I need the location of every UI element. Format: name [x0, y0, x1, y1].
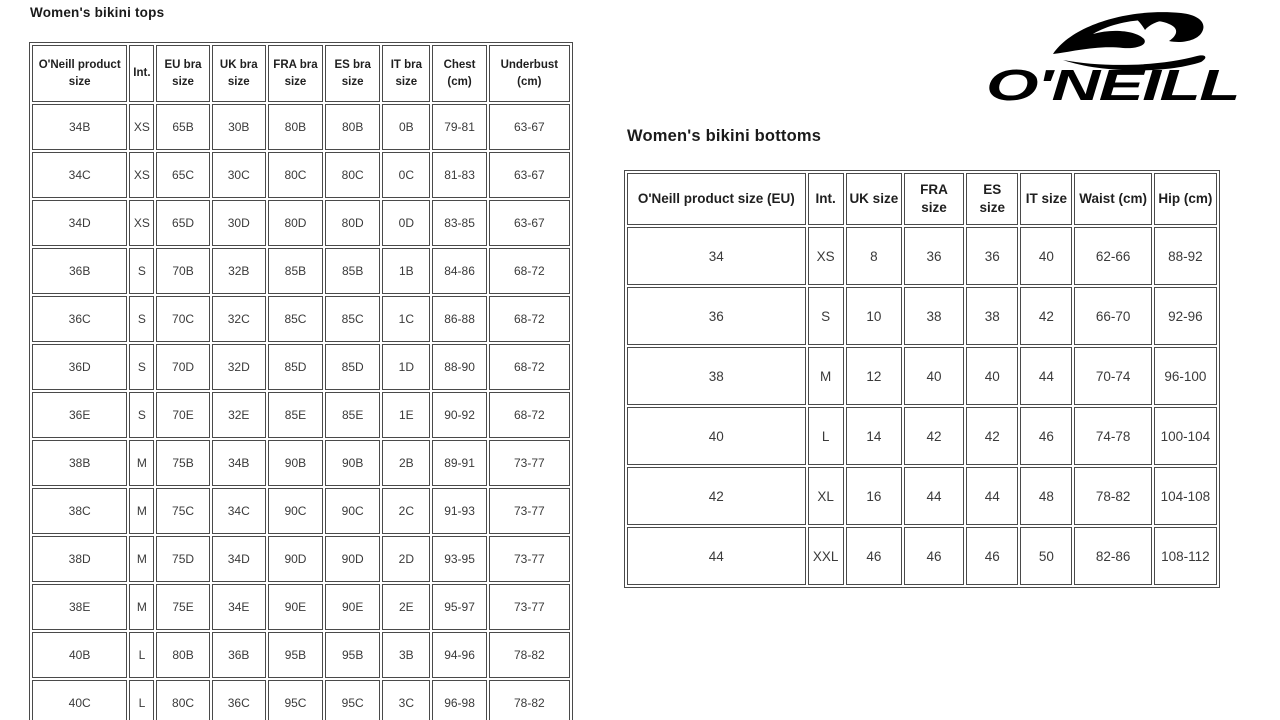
size-cell: 92-96	[1154, 287, 1217, 345]
size-cell: 94-96	[432, 632, 486, 678]
header-row	[627, 173, 1217, 225]
size-cell: 74-78	[1074, 407, 1151, 465]
table-row	[32, 632, 570, 678]
size-cell: 38D	[32, 536, 127, 582]
size-cell: 75D	[156, 536, 209, 582]
size-cell: S	[129, 392, 154, 438]
size-cell: 90B	[325, 440, 380, 486]
column-header-cell: Hip (cm)	[1154, 173, 1217, 225]
size-cell: 34B	[212, 440, 266, 486]
size-cell: 95C	[325, 680, 380, 720]
table-row	[32, 344, 570, 390]
size-cell: 63-67	[489, 104, 570, 150]
tops-table-body	[32, 104, 570, 720]
size-cell: 38	[966, 287, 1018, 345]
size-cell: 44	[627, 527, 806, 585]
size-cell: 85C	[268, 296, 323, 342]
size-cell: M	[808, 347, 844, 405]
oneill-logo-text: O'NEILL	[986, 61, 1239, 104]
size-cell: 42	[627, 467, 806, 525]
size-cell: 78-82	[489, 632, 570, 678]
size-cell: XS	[129, 104, 154, 150]
bottoms-table-header	[627, 173, 1217, 225]
size-cell: 80C	[268, 152, 323, 198]
bikini-bottoms-table	[624, 170, 1220, 588]
size-cell: 46	[1020, 407, 1072, 465]
size-cell: 30D	[212, 200, 266, 246]
size-cell: 8	[846, 227, 902, 285]
size-cell: 90D	[325, 536, 380, 582]
size-cell: 75B	[156, 440, 209, 486]
size-cell: 34D	[212, 536, 266, 582]
size-cell: 14	[846, 407, 902, 465]
column-header-cell: O'Neill product size (EU)	[627, 173, 806, 225]
table-row	[32, 584, 570, 630]
bikini-tops-table	[29, 42, 573, 720]
size-cell: 36C	[212, 680, 266, 720]
size-cell: 40B	[32, 632, 127, 678]
size-cell: 12	[846, 347, 902, 405]
oneill-logo	[985, 4, 1241, 104]
wave-icon	[1053, 12, 1203, 54]
size-cell: 30B	[212, 104, 266, 150]
size-cell: 46	[846, 527, 902, 585]
size-cell: 91-93	[432, 488, 486, 534]
size-cell: 42	[904, 407, 964, 465]
size-cell: 96-98	[432, 680, 486, 720]
column-header-cell: IT bra size	[382, 45, 430, 102]
wave-inner-curl-icon	[1135, 16, 1166, 30]
column-header-cell: UK bra size	[212, 45, 266, 102]
size-cell: M	[129, 440, 154, 486]
size-cell: 80C	[156, 680, 209, 720]
size-cell: 100-104	[1154, 407, 1217, 465]
size-cell: 1E	[382, 392, 430, 438]
size-cell: 80B	[268, 104, 323, 150]
size-cell: 3B	[382, 632, 430, 678]
size-cell: 90E	[325, 584, 380, 630]
size-cell: 34	[627, 227, 806, 285]
size-cell: 36C	[32, 296, 127, 342]
column-header-cell: ES bra size	[325, 45, 380, 102]
size-cell: 70B	[156, 248, 209, 294]
table-row	[627, 227, 1217, 285]
size-cell: 75C	[156, 488, 209, 534]
size-cell: 85B	[325, 248, 380, 294]
size-cell: M	[129, 584, 154, 630]
size-cell: 68-72	[489, 248, 570, 294]
size-cell: 48	[1020, 467, 1072, 525]
size-cell: 1C	[382, 296, 430, 342]
size-cell: 78-82	[489, 680, 570, 720]
size-cell: 73-77	[489, 488, 570, 534]
size-cell: 46	[966, 527, 1018, 585]
size-cell: 73-77	[489, 440, 570, 486]
column-header-cell: FRA size	[904, 173, 964, 225]
size-cell: 46	[904, 527, 964, 585]
column-header-cell: UK size	[846, 173, 902, 225]
size-cell: 2B	[382, 440, 430, 486]
size-cell: 34B	[32, 104, 127, 150]
oneill-wave-logo-graphic	[985, 4, 1241, 104]
size-cell: 95B	[268, 632, 323, 678]
column-header-cell: O'Neill product size	[32, 45, 127, 102]
size-cell: 89-91	[432, 440, 486, 486]
size-cell: 40	[1020, 227, 1072, 285]
table-row	[627, 407, 1217, 465]
size-cell: L	[129, 680, 154, 720]
table-row	[32, 440, 570, 486]
size-cell: 42	[966, 407, 1018, 465]
table-row	[32, 392, 570, 438]
size-cell: S	[129, 296, 154, 342]
table-row	[32, 680, 570, 720]
size-cell: 66-70	[1074, 287, 1151, 345]
size-cell: 38B	[32, 440, 127, 486]
size-cell: XS	[129, 200, 154, 246]
size-cell: 90C	[325, 488, 380, 534]
size-cell: 36	[627, 287, 806, 345]
size-cell: 44	[966, 467, 1018, 525]
size-cell: 30C	[212, 152, 266, 198]
size-cell: 95C	[268, 680, 323, 720]
size-cell: 80D	[325, 200, 380, 246]
size-cell: 36	[904, 227, 964, 285]
column-header-cell: EU bra size	[156, 45, 209, 102]
size-cell: 36E	[32, 392, 127, 438]
size-cell: 68-72	[489, 344, 570, 390]
size-cell: 90B	[268, 440, 323, 486]
size-cell: 36	[966, 227, 1018, 285]
size-cell: 95-97	[432, 584, 486, 630]
size-cell: 90-92	[432, 392, 486, 438]
size-cell: 36B	[32, 248, 127, 294]
size-cell: 34C	[212, 488, 266, 534]
size-cell: 86-88	[432, 296, 486, 342]
size-cell: 32D	[212, 344, 266, 390]
size-cell: 90C	[268, 488, 323, 534]
size-cell: 40	[966, 347, 1018, 405]
size-cell: 85E	[268, 392, 323, 438]
header-row	[32, 45, 570, 102]
size-cell: 38	[904, 287, 964, 345]
size-cell: M	[129, 536, 154, 582]
size-cell: 79-81	[432, 104, 486, 150]
size-cell: 85C	[325, 296, 380, 342]
size-cell: 40C	[32, 680, 127, 720]
size-cell: 63-67	[489, 152, 570, 198]
size-cell: M	[129, 488, 154, 534]
column-header-cell: Underbust (cm)	[489, 45, 570, 102]
size-cell: 62-66	[1074, 227, 1151, 285]
size-cell: 44	[904, 467, 964, 525]
size-cell: 1D	[382, 344, 430, 390]
size-cell: 42	[1020, 287, 1072, 345]
size-cell: 70D	[156, 344, 209, 390]
table-row	[32, 248, 570, 294]
size-cell: 44	[1020, 347, 1072, 405]
column-header-cell: Int.	[808, 173, 844, 225]
size-cell: 16	[846, 467, 902, 525]
size-cell: S	[129, 248, 154, 294]
size-cell: 2E	[382, 584, 430, 630]
size-cell: 1B	[382, 248, 430, 294]
size-cell: 0D	[382, 200, 430, 246]
bottoms-section-title: Women's bikini bottoms	[627, 127, 822, 145]
size-cell: 65B	[156, 104, 209, 150]
size-cell: S	[808, 287, 844, 345]
size-cell: 65C	[156, 152, 209, 198]
column-header-cell: Chest (cm)	[432, 45, 486, 102]
size-cell: XL	[808, 467, 844, 525]
size-cell: 2C	[382, 488, 430, 534]
size-cell: 70E	[156, 392, 209, 438]
column-header-cell: IT size	[1020, 173, 1072, 225]
size-cell: 65D	[156, 200, 209, 246]
column-header-cell: Int.	[129, 45, 154, 102]
table-row	[627, 347, 1217, 405]
size-cell: XXL	[808, 527, 844, 585]
table-row	[32, 488, 570, 534]
table-row	[32, 536, 570, 582]
size-cell: 32B	[212, 248, 266, 294]
size-cell: 70C	[156, 296, 209, 342]
column-header-cell: Waist (cm)	[1074, 173, 1151, 225]
size-cell: 36D	[32, 344, 127, 390]
size-cell: 85B	[268, 248, 323, 294]
size-cell: 88-90	[432, 344, 486, 390]
size-cell: 80D	[268, 200, 323, 246]
size-cell: XS	[129, 152, 154, 198]
size-cell: 32C	[212, 296, 266, 342]
size-cell: 10	[846, 287, 902, 345]
column-header-cell: ES size	[966, 173, 1018, 225]
size-cell: 34E	[212, 584, 266, 630]
size-cell: 32E	[212, 392, 266, 438]
size-cell: 82-86	[1074, 527, 1151, 585]
size-cell: 38E	[32, 584, 127, 630]
size-cell: 108-112	[1154, 527, 1217, 585]
size-cell: 85D	[268, 344, 323, 390]
table-row	[627, 467, 1217, 525]
size-cell: 50	[1020, 527, 1072, 585]
size-cell: 63-67	[489, 200, 570, 246]
size-cell: 81-83	[432, 152, 486, 198]
size-cell: 73-77	[489, 536, 570, 582]
table-row	[32, 152, 570, 198]
bottoms-table-body	[627, 227, 1217, 585]
size-cell: 68-72	[489, 296, 570, 342]
size-cell: 40	[904, 347, 964, 405]
size-cell: 90E	[268, 584, 323, 630]
table-row	[627, 287, 1217, 345]
column-header-cell: FRA bra size	[268, 45, 323, 102]
size-cell: 83-85	[432, 200, 486, 246]
size-cell: 73-77	[489, 584, 570, 630]
size-cell: 84-86	[432, 248, 486, 294]
size-cell: 3C	[382, 680, 430, 720]
size-cell: 0B	[382, 104, 430, 150]
size-cell: 90D	[268, 536, 323, 582]
size-cell: 104-108	[1154, 467, 1217, 525]
size-cell: 34D	[32, 200, 127, 246]
size-cell: 75E	[156, 584, 209, 630]
table-row	[32, 104, 570, 150]
table-row	[32, 296, 570, 342]
table-row	[627, 527, 1217, 585]
size-cell: 34C	[32, 152, 127, 198]
size-cell: 93-95	[432, 536, 486, 582]
table-row	[32, 200, 570, 246]
size-cell: 96-100	[1154, 347, 1217, 405]
tops-section-title: Women's bikini tops	[30, 5, 165, 20]
size-cell: 85D	[325, 344, 380, 390]
size-cell: 38	[627, 347, 806, 405]
size-cell: 78-82	[1074, 467, 1151, 525]
size-cell: 95B	[325, 632, 380, 678]
size-cell: 68-72	[489, 392, 570, 438]
tops-table-header	[32, 45, 570, 102]
size-cell: XS	[808, 227, 844, 285]
size-cell: 85E	[325, 392, 380, 438]
size-cell: 40	[627, 407, 806, 465]
size-cell: 0C	[382, 152, 430, 198]
size-cell: 80B	[156, 632, 209, 678]
size-cell: 38C	[32, 488, 127, 534]
size-cell: 36B	[212, 632, 266, 678]
size-cell: 2D	[382, 536, 430, 582]
size-cell: L	[129, 632, 154, 678]
size-cell: L	[808, 407, 844, 465]
size-cell: 70-74	[1074, 347, 1151, 405]
size-cell: S	[129, 344, 154, 390]
size-cell: 88-92	[1154, 227, 1217, 285]
size-cell: 80C	[325, 152, 380, 198]
size-cell: 80B	[325, 104, 380, 150]
